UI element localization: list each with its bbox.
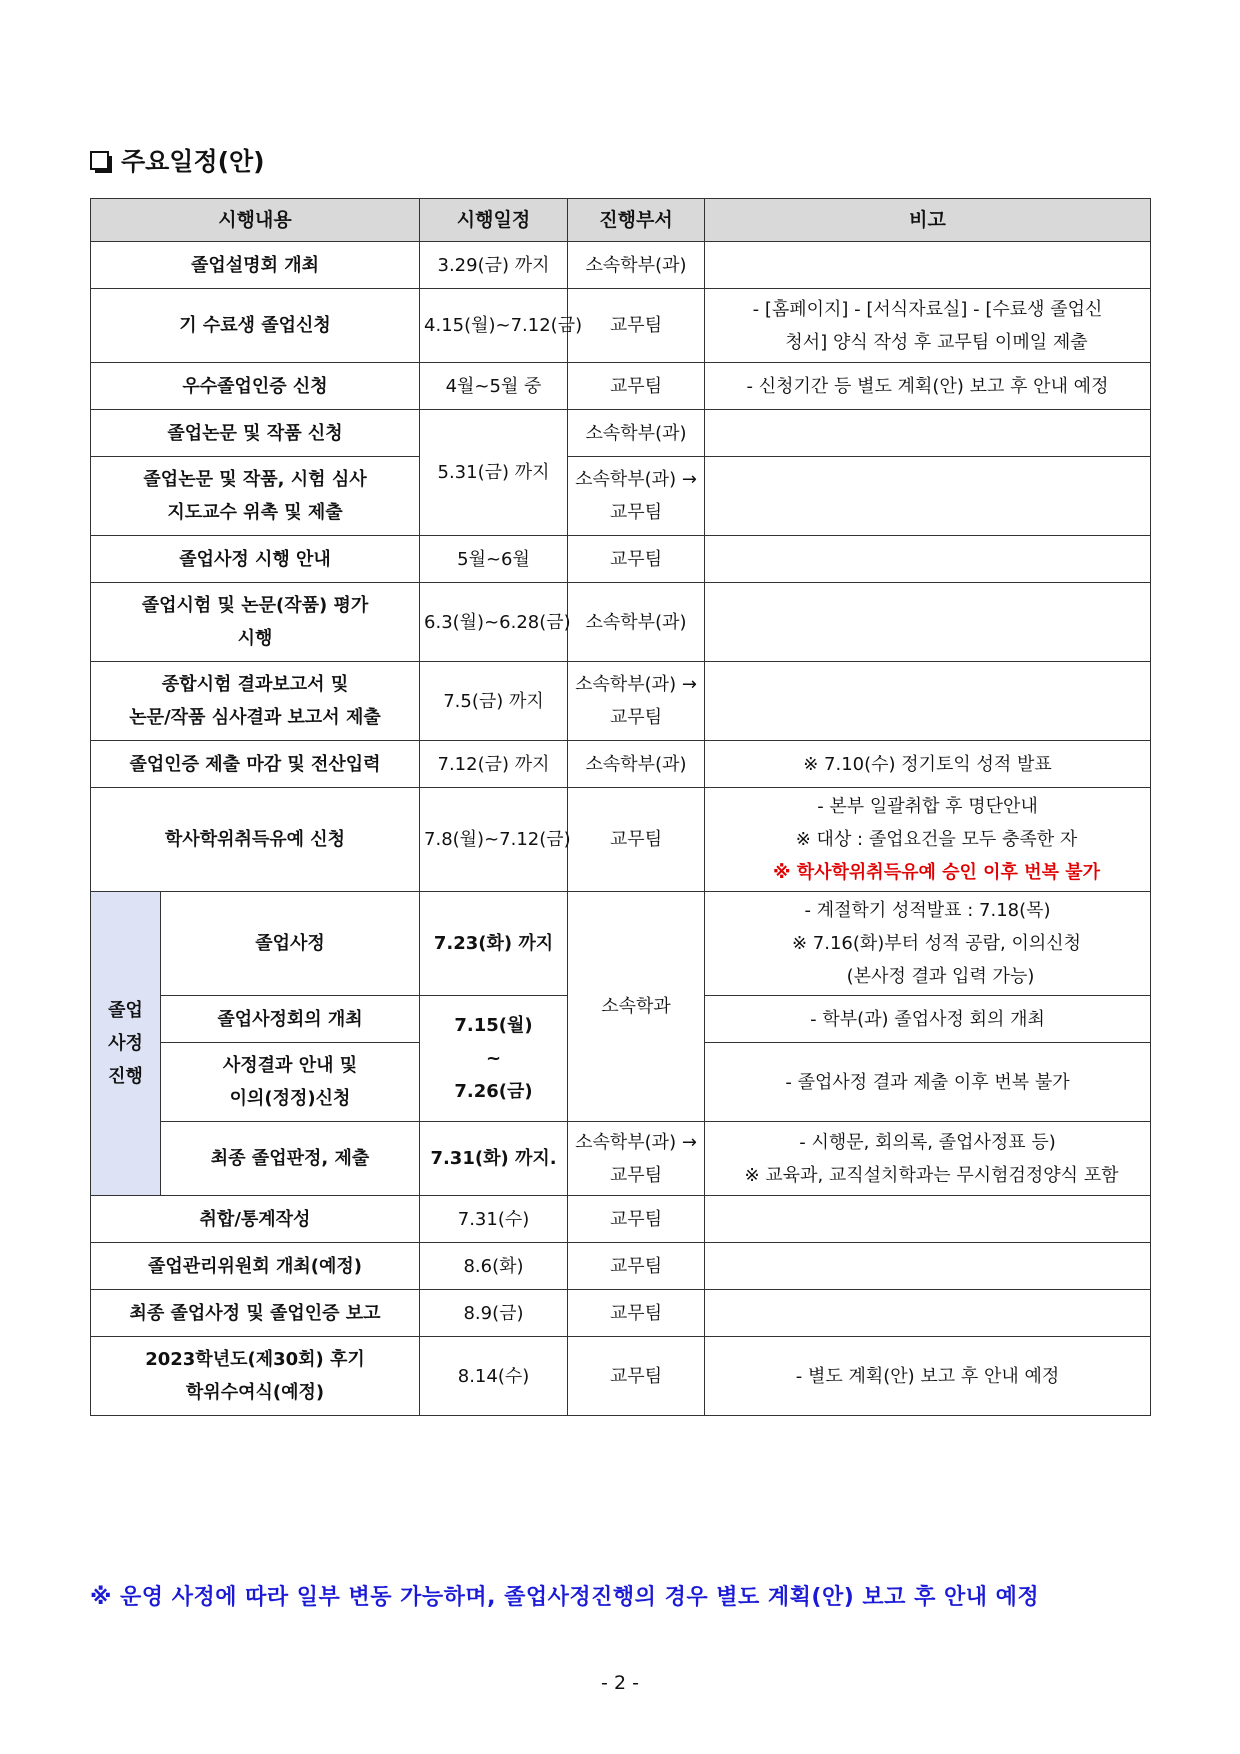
table-row: [91, 583, 1151, 662]
row-remark: [705, 1243, 1151, 1290]
row-date: 6.3(월)~6.28(금): [420, 583, 568, 662]
table-row: [91, 662, 1151, 741]
dept-line: 소속학부(과) →: [575, 1131, 697, 1153]
row-dept: 교무팀: [568, 1196, 705, 1243]
row-dept: 교무팀: [568, 1243, 705, 1290]
row-dept: 교무팀: [568, 289, 705, 363]
row-remark: - 졸업사정 결과 제출 이후 번복 불가: [705, 1043, 1151, 1122]
content-line: 이의(정정)신청: [229, 1088, 351, 1109]
table-row: [91, 1337, 1151, 1416]
row-content: 졸업인증 제출 마감 및 전산입력: [91, 741, 420, 788]
content-line: 시행: [237, 628, 273, 649]
dept-line: 교무팀: [609, 1164, 663, 1186]
schedule-table: [90, 198, 1151, 1416]
row-remark: - 별도 계획(안) 보고 후 안내 예정: [705, 1337, 1151, 1416]
row-remark: [705, 788, 1151, 892]
remark-line: - 시행문, 회의록, 졸업사정표 등): [799, 1131, 1056, 1153]
row-date: 7.5(금) 까지: [420, 662, 568, 741]
content-line: 졸업시험 및 논문(작품) 평가: [141, 595, 369, 616]
row-date: 4월~5월 중: [420, 363, 568, 410]
row-remark: [705, 1122, 1151, 1196]
row-content: 학사학위취득유예 신청: [91, 788, 420, 892]
row-date: 8.9(금): [420, 1290, 568, 1337]
table-row: [91, 410, 1151, 457]
table-row: [91, 892, 1151, 996]
remark-warning: ※ 학사학위취득유예 승인 이후 번복 불가: [772, 862, 1101, 883]
header-remark: 비고: [705, 199, 1151, 242]
row-dept: 교무팀: [568, 536, 705, 583]
row-remark: [705, 410, 1151, 457]
row-remark: [705, 536, 1151, 583]
row-remark: [705, 1290, 1151, 1337]
group-label: [91, 892, 161, 1196]
row-content: 우수졸업인증 신청: [91, 363, 420, 410]
row-dept: 교무팀: [568, 1337, 705, 1416]
group-line: 진행: [108, 1066, 143, 1087]
row-dept: 소속학부(과): [568, 583, 705, 662]
row-content: 졸업설명회 개최: [91, 242, 420, 289]
group-line: 졸업: [108, 1000, 143, 1021]
table-row: [91, 741, 1151, 788]
table-row: [91, 1122, 1151, 1196]
header-dept: 진행부서: [568, 199, 705, 242]
row-date: [420, 996, 568, 1122]
row-date: 7.23(화) 까지: [420, 892, 568, 996]
row-remark: [705, 892, 1151, 996]
row-dept: 교무팀: [568, 788, 705, 892]
row-content: 기 수료생 졸업신청: [91, 289, 420, 363]
dept-line: 교무팀: [609, 502, 663, 523]
row-content: [91, 662, 420, 741]
row-date: 8.14(수): [420, 1337, 568, 1416]
dept-line: 소속학부(과) →: [575, 674, 697, 695]
notice-text: ※ 운영 사정에 따라 일부 변동 가능하며, 졸업사정진행의 경우 별도 계획(안) 보고 후 안내 예정: [90, 1585, 1040, 1610]
remark-line: (본사정 결과 입력 가능): [846, 966, 1035, 987]
table-row: [91, 242, 1151, 289]
row-date: 4.15(월)~7.12(금): [420, 289, 568, 363]
row-remark: [705, 583, 1151, 662]
row-date: 5.31(금) 까지: [420, 410, 568, 536]
group-line: 사정: [108, 1033, 143, 1054]
checkbox-square-icon: [90, 151, 109, 170]
table-row: [91, 363, 1151, 410]
table-row: [91, 457, 1151, 536]
row-date: 7.8(월)~7.12(금): [420, 788, 568, 892]
row-date: 7.31(화) 까지.: [420, 1122, 568, 1196]
header-date: 시행일정: [420, 199, 568, 242]
date-line: 7.15(월): [454, 1015, 533, 1036]
row-remark: [705, 1196, 1151, 1243]
content-line: 졸업논문 및 작품, 시험 심사: [143, 469, 367, 490]
row-remark: [705, 289, 1151, 363]
row-remark: - 학부(과) 졸업사정 회의 개최: [705, 996, 1151, 1043]
row-remark: [705, 457, 1151, 536]
remark-line: - 본부 일괄취합 후 명단안내: [817, 796, 1038, 817]
row-content: 취합/통계작성: [91, 1196, 420, 1243]
row-content: [91, 583, 420, 662]
row-dept: [568, 457, 705, 536]
row-content: 최종 졸업사정 및 졸업인증 보고: [91, 1290, 420, 1337]
remark-line: ※ 교육과, 교직설치학과는 무시험검정양식 포함: [744, 1164, 1119, 1186]
row-dept: 소속학과: [568, 892, 705, 1122]
row-date: 3.29(금) 까지: [420, 242, 568, 289]
row-dept: 소속학부(과): [568, 242, 705, 289]
remark-line: ※ 7.16(화)부터 성적 공람, 이의신청: [791, 933, 1082, 954]
header-content: 시행내용: [91, 199, 420, 242]
remark-line: ※ 대상 : 졸업요건을 모두 충족한 자: [795, 829, 1078, 850]
table-row: [91, 1290, 1151, 1337]
row-content: 최종 졸업판정, 제출: [161, 1122, 420, 1196]
row-content: [161, 1043, 420, 1122]
row-dept: 소속학부(과): [568, 410, 705, 457]
row-content: [91, 1337, 420, 1416]
section-title: [90, 142, 265, 178]
remark-line: - [홈페이지] - [서식자료실] - [수료생 졸업신: [752, 298, 1103, 320]
content-line: 2023학년도(제30회) 후기: [145, 1349, 365, 1370]
dept-line: 소속학부(과) →: [575, 469, 697, 490]
row-dept: 소속학부(과): [568, 741, 705, 788]
table-row: [91, 788, 1151, 892]
row-remark: - 신청기간 등 별도 계획(안) 보고 후 안내 예정: [705, 363, 1151, 410]
row-content: [91, 457, 420, 536]
date-line: 7.26(금): [454, 1081, 533, 1102]
row-remark: [705, 242, 1151, 289]
table-row: [91, 289, 1151, 363]
row-date: 8.6(화): [420, 1243, 568, 1290]
row-dept: 교무팀: [568, 1290, 705, 1337]
row-content: 졸업사정회의 개최: [161, 996, 420, 1043]
content-line: 학위수여식(예정): [185, 1382, 325, 1403]
row-date: 5월~6월: [420, 536, 568, 583]
remark-line: - 계절학기 성적발표 : 7.18(목): [804, 900, 1051, 921]
row-content: 졸업관리위원회 개최(예정): [91, 1243, 420, 1290]
table-row: [91, 1243, 1151, 1290]
row-remark: [705, 662, 1151, 741]
table-header-row: [91, 199, 1151, 242]
content-line: 논문/작품 심사결과 보고서 제출: [129, 707, 381, 728]
table-row: [91, 1196, 1151, 1243]
row-dept: [568, 1122, 705, 1196]
section-title-text: 주요일정(안): [121, 147, 265, 176]
row-date: 7.31(수): [420, 1196, 568, 1243]
row-content: 졸업논문 및 작품 신청: [91, 410, 420, 457]
row-content: 졸업사정 시행 안내: [91, 536, 420, 583]
content-line: 사정결과 안내 및: [222, 1055, 358, 1076]
content-line: 종합시험 결과보고서 및: [161, 674, 349, 695]
row-dept: 교무팀: [568, 363, 705, 410]
page-number: - 2 -: [601, 1672, 639, 1694]
table-row: [91, 536, 1151, 583]
row-dept: [568, 662, 705, 741]
row-date: 7.12(금) 까지: [420, 741, 568, 788]
content-line: 지도교수 위촉 및 제출: [167, 502, 343, 523]
row-remark: ※ 7.10(수) 정기토익 성적 발표: [705, 741, 1151, 788]
row-content: 졸업사정: [161, 892, 420, 996]
date-line: ~: [485, 1048, 502, 1069]
remark-line: 청서] 양식 작성 후 교무팀 이메일 제출: [785, 331, 1088, 353]
dept-line: 교무팀: [609, 707, 663, 728]
